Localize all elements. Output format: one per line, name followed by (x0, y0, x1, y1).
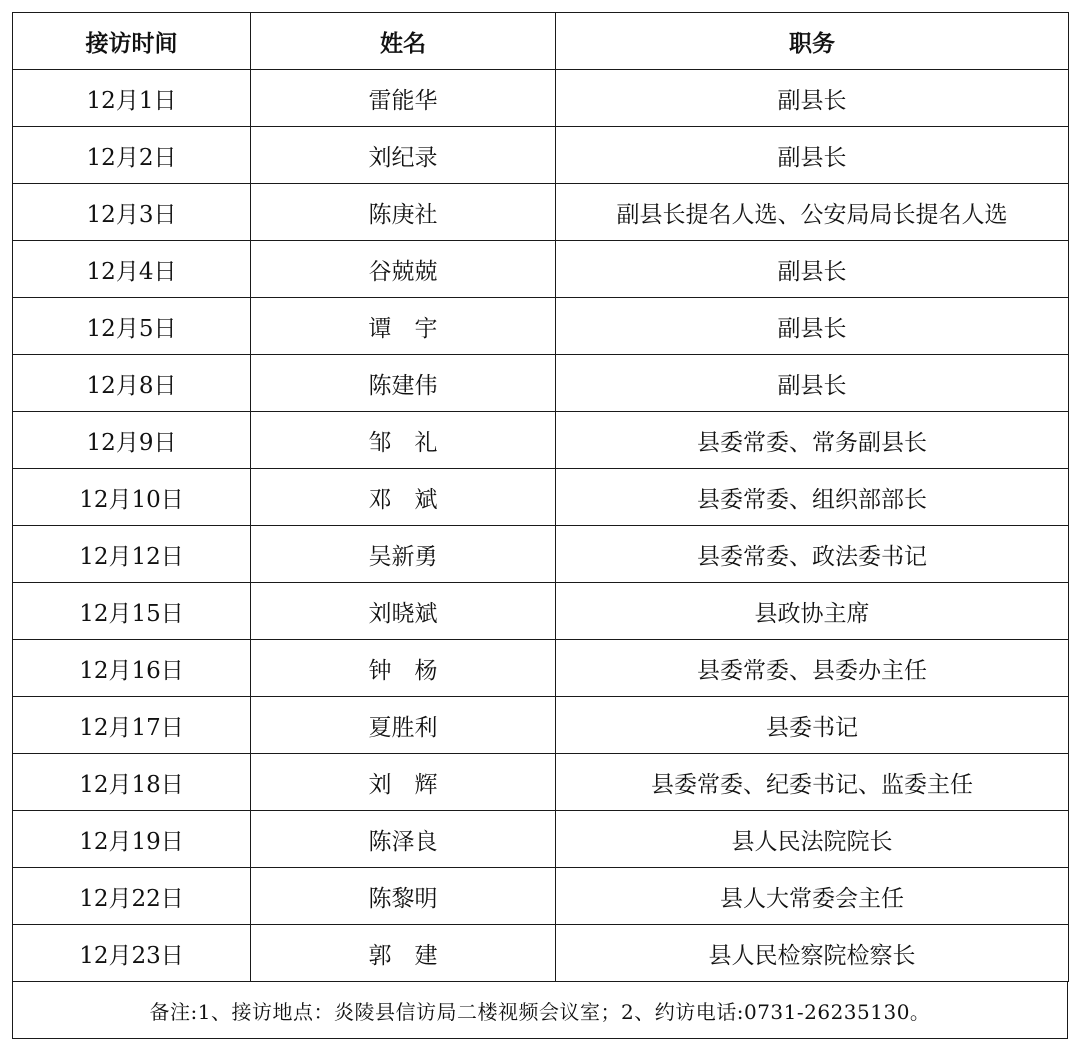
name-cell: 谷兢兢 (251, 241, 556, 298)
duty-cell: 县委常委、组织部部长 (556, 469, 1069, 526)
date-cell: 12月1日 (13, 70, 251, 127)
name-cell: 雷能华 (251, 70, 556, 127)
duty-cell: 副县长 (556, 355, 1069, 412)
table-row (13, 184, 1069, 241)
duty-cell: 副县长 (556, 70, 1069, 127)
date-cell: 12月9日 (13, 412, 251, 469)
schedule-body (13, 70, 1069, 982)
date-cell: 12月10日 (13, 469, 251, 526)
table-row (13, 754, 1069, 811)
date-cell: 12月15日 (13, 583, 251, 640)
date-cell: 12月22日 (13, 868, 251, 925)
table-row (13, 355, 1069, 412)
duty-cell: 县委常委、县委办主任 (556, 640, 1069, 697)
date-cell: 12月19日 (13, 811, 251, 868)
duty-cell: 副县长 (556, 127, 1069, 184)
name-cell: 刘晓斌 (251, 583, 556, 640)
name-cell: 刘纪录 (251, 127, 556, 184)
table-row (13, 868, 1069, 925)
reception-schedule (12, 12, 1068, 1039)
header-row (13, 13, 1069, 70)
header-name: 姓名 (251, 13, 556, 70)
table-row (13, 127, 1069, 184)
date-cell: 12月4日 (13, 241, 251, 298)
name-cell: 谭 宇 (251, 298, 556, 355)
duty-cell: 县委常委、纪委书记、监委主任 (556, 754, 1069, 811)
table-row (13, 697, 1069, 754)
name-cell: 夏胜利 (251, 697, 556, 754)
duty-cell: 县人民检察院检察长 (556, 925, 1069, 982)
name-cell: 吴新勇 (251, 526, 556, 583)
name-cell: 钟 杨 (251, 640, 556, 697)
date-cell: 12月5日 (13, 298, 251, 355)
table-row (13, 583, 1069, 640)
schedule-table (12, 12, 1069, 982)
table-row (13, 925, 1069, 982)
duty-cell: 副县长 (556, 298, 1069, 355)
duty-cell: 副县长提名人选、公安局局长提名人选 (556, 184, 1069, 241)
table-row (13, 811, 1069, 868)
table-row (13, 70, 1069, 127)
table-row (13, 640, 1069, 697)
duty-cell: 县人大常委会主任 (556, 868, 1069, 925)
table-row (13, 412, 1069, 469)
duty-cell: 县政协主席 (556, 583, 1069, 640)
table-row (13, 241, 1069, 298)
date-cell: 12月18日 (13, 754, 251, 811)
date-cell: 12月17日 (13, 697, 251, 754)
table-row (13, 469, 1069, 526)
name-cell: 陈建伟 (251, 355, 556, 412)
date-cell: 12月2日 (13, 127, 251, 184)
name-cell: 邓 斌 (251, 469, 556, 526)
name-cell: 郭 建 (251, 925, 556, 982)
name-cell: 刘 辉 (251, 754, 556, 811)
name-cell: 陈庚社 (251, 184, 556, 241)
duty-cell: 副县长 (556, 241, 1069, 298)
date-cell: 12月8日 (13, 355, 251, 412)
header-date: 接访时间 (13, 13, 251, 70)
date-cell: 12月3日 (13, 184, 251, 241)
duty-cell: 县委常委、常务副县长 (556, 412, 1069, 469)
duty-cell: 县委书记 (556, 697, 1069, 754)
duty-cell: 县委常委、政法委书记 (556, 526, 1069, 583)
date-cell: 12月23日 (13, 925, 251, 982)
footnote: 备注:1、接访地点：炎陵县信访局二楼视频会议室；2、约访电话:0731-26235130。 (12, 982, 1068, 1039)
date-cell: 12月12日 (13, 526, 251, 583)
duty-cell: 县人民法院院长 (556, 811, 1069, 868)
table-row (13, 298, 1069, 355)
date-cell: 12月16日 (13, 640, 251, 697)
header-duty: 职务 (556, 13, 1069, 70)
name-cell: 陈黎明 (251, 868, 556, 925)
table-row (13, 526, 1069, 583)
name-cell: 陈泽良 (251, 811, 556, 868)
name-cell: 邹 礼 (251, 412, 556, 469)
